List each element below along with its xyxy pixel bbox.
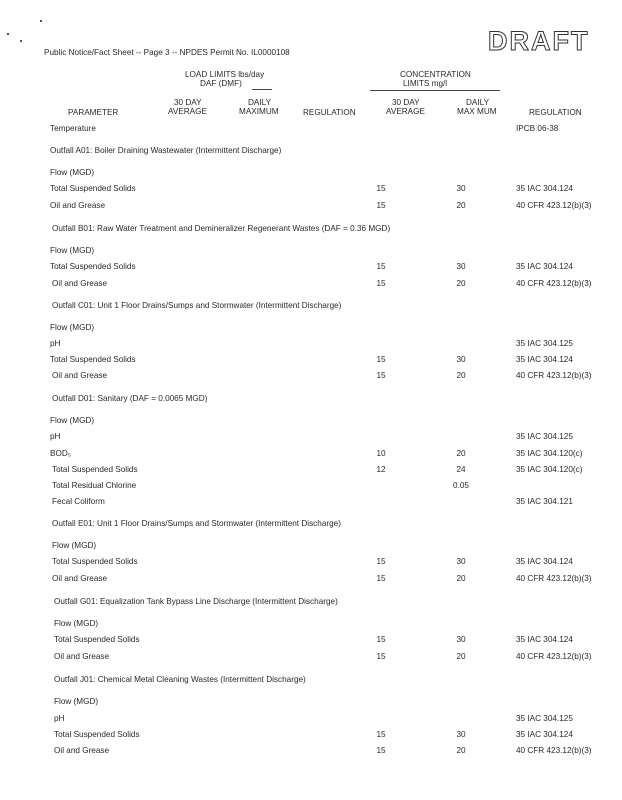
- thirty-day-average-value: 15: [376, 201, 386, 210]
- parameter-name: pH: [50, 432, 61, 441]
- parameter-name: Total Suspended Solids: [54, 730, 140, 739]
- conc-regulation-header: REGULATION: [529, 108, 582, 117]
- load-limits-heading: LOAD LIMITS lbs/day: [185, 70, 265, 79]
- parameter-name: BOD₅: [50, 449, 72, 458]
- thirty-day-average-value: 15: [376, 184, 386, 193]
- parameter-name: Oil and Grease: [54, 746, 110, 755]
- outfall-heading: Outfall G01: Equalization Tank Bypass Line Discharge (Intermittent Discharge): [54, 597, 338, 606]
- parameter-name: Total Suspended Solids: [50, 262, 136, 271]
- parameter-name: Total Suspended Solids: [54, 635, 140, 644]
- daily-maximum-value: 20: [456, 449, 466, 458]
- concentration-underline: [370, 90, 500, 91]
- thirty-day-average-value: 15: [376, 635, 386, 644]
- daily-maximum-value: 24: [456, 465, 466, 474]
- load-30day-header-line2: AVERAGE: [168, 107, 207, 116]
- daily-maximum-value: 20: [456, 279, 466, 288]
- daily-maximum-value: 30: [456, 184, 466, 193]
- parameter-name: Total Suspended Solids: [50, 355, 136, 364]
- thirty-day-average-value: 15: [376, 262, 386, 271]
- thirty-day-average-value: 15: [376, 746, 386, 755]
- regulation-citation: 35 IAC 304.125: [516, 714, 573, 723]
- regulation-citation: 35 IAC 304.124: [516, 635, 573, 644]
- page-header-notice: Public Notice/Fact Sheet -- Page 3 -- NPDES Permit No. IL0000108: [44, 48, 290, 57]
- daily-maximum-value: 20: [456, 371, 466, 380]
- concentration-heading: CONCENTRATION: [400, 70, 471, 79]
- daily-maximum-value: 30: [456, 635, 466, 644]
- regulation-citation: IPCB 06-38: [516, 124, 559, 133]
- parameter-name: Oil and Grease: [52, 574, 108, 583]
- outfall-heading: Outfall J01: Chemical Metal Cleaning Wastes (Intermittent Discharge): [54, 675, 306, 684]
- thirty-day-average-value: 15: [376, 371, 386, 380]
- fill-in-blank: [252, 89, 272, 90]
- draft-stamp: DRAFT: [488, 26, 590, 56]
- daily-maximum-value: 20: [456, 746, 466, 755]
- conc-30day-header-line1: 30 DAY: [392, 98, 420, 107]
- conc-daily-header-line2: MAX MUM: [457, 107, 497, 116]
- regulation-citation: 35 IAC 304.124: [516, 184, 573, 193]
- parameter-name: Fecal Coliform: [52, 497, 105, 506]
- regulation-citation: 40 CFR 423.12(b)(3): [516, 652, 592, 661]
- parameter-name: Total Residual Chlorine: [52, 481, 137, 490]
- parameter-column-header: PARAMETER: [68, 108, 119, 117]
- regulation-citation: 35 IAC 304.124: [516, 557, 573, 566]
- load-daily-header-line1: DAILY: [248, 98, 272, 107]
- regulation-citation: 35 IAC 304.124: [516, 355, 573, 364]
- load-limits-subheading: DAF (DMF): [200, 79, 242, 88]
- outfall-heading: Outfall C01: Unit 1 Floor Drains/Sumps and Stormwater (Intermittent Discharge): [52, 301, 342, 310]
- thirty-day-average-value: 15: [376, 574, 386, 583]
- thirty-day-average-value: 12: [376, 465, 386, 474]
- regulation-citation: 40 CFR 423.12(b)(3): [516, 746, 592, 755]
- load-regulation-header: REGULATION: [303, 108, 356, 117]
- daily-maximum-value: 20: [456, 201, 466, 210]
- daily-maximum-value: 20: [456, 652, 466, 661]
- parameter-name: Total Suspended Solids: [50, 184, 136, 193]
- conc-30day-header-line2: AVERAGE: [386, 107, 425, 116]
- parameter-name: Flow (MGD): [54, 619, 99, 628]
- parameter-name: Flow (MGD): [52, 541, 97, 550]
- parameter-name: Oil and Grease: [52, 279, 108, 288]
- parameter-name: Total Suspended Solids: [52, 557, 138, 566]
- regulation-citation: 35 IAC 304.125: [516, 432, 573, 441]
- regulation-citation: 40 CFR 423.12(b)(3): [516, 371, 592, 380]
- outfall-heading: Outfall B01: Raw Water Treatment and Demineralizer Regenerant Wastes (DAF = 0.36 MGD): [52, 224, 391, 233]
- outfall-heading: Outfall D01: Sanitary (DAF = 0.0065 MGD): [52, 394, 208, 403]
- thirty-day-average-value: 15: [376, 279, 386, 288]
- daily-maximum-value: 30: [456, 355, 466, 364]
- daily-maximum-value: 20: [456, 574, 466, 583]
- parameter-name: Flow (MGD): [54, 697, 99, 706]
- thirty-day-average-value: 15: [376, 557, 386, 566]
- concentration-subheading: LIMITS mg/l: [403, 79, 448, 88]
- regulation-citation: 35 IAC 304.125: [516, 339, 573, 348]
- regulation-citation: 35 IAC 304.120(c): [516, 465, 583, 474]
- outfall-heading: Outfall A01: Boiler Draining Wastewater (Intermittent Discharge): [50, 146, 282, 155]
- parameter-name: Oil and Grease: [50, 201, 106, 210]
- daily-maximum-value: 30: [456, 262, 466, 271]
- parameter-name: Flow (MGD): [50, 246, 95, 255]
- daily-maximum-value: 30: [456, 730, 466, 739]
- parameter-name: Oil and Grease: [52, 371, 108, 380]
- parameter-name: Temperature: [50, 124, 96, 133]
- daily-maximum-value: 0.05: [453, 481, 469, 490]
- regulation-citation: 35 IAC 304.124: [516, 730, 573, 739]
- parameter-name: Oil and Grease: [54, 652, 110, 661]
- thirty-day-average-value: 15: [376, 652, 386, 661]
- regulation-citation: 40 CFR 423.12(b)(3): [516, 574, 592, 583]
- parameter-name: Total Suspended Solids: [52, 465, 138, 474]
- conc-daily-header-line1: DAILY: [466, 98, 490, 107]
- regulation-citation: 40 CFR 423.12(b)(3): [516, 201, 592, 210]
- regulation-citation: 35 IAC 304.121: [516, 497, 573, 506]
- parameter-name: pH: [50, 339, 61, 348]
- regulation-citation: 35 IAC 304.120(c): [516, 449, 583, 458]
- thirty-day-average-value: 10: [376, 449, 386, 458]
- scan-speck: [40, 20, 42, 22]
- load-daily-header-line2: MAXIMUM: [239, 107, 279, 116]
- thirty-day-average-value: 15: [376, 730, 386, 739]
- parameter-name: Flow (MGD): [50, 416, 95, 425]
- parameter-name: pH: [54, 714, 65, 723]
- thirty-day-average-value: 15: [376, 355, 386, 364]
- daily-maximum-value: 30: [456, 557, 466, 566]
- scan-speck: [20, 40, 22, 42]
- parameter-name: Flow (MGD): [50, 323, 95, 332]
- scan-speck: [7, 33, 9, 35]
- regulation-citation: 40 CFR 423.12(b)(3): [516, 279, 592, 288]
- regulation-citation: 35 IAC 304.124: [516, 262, 573, 271]
- load-30day-header-line1: 30 DAY: [174, 98, 202, 107]
- outfall-heading: Outfall E01: Unit 1 Floor Drains/Sumps and Stormwater (Intermittent Discharge): [52, 519, 341, 528]
- parameter-name: Flow (MGD): [50, 168, 95, 177]
